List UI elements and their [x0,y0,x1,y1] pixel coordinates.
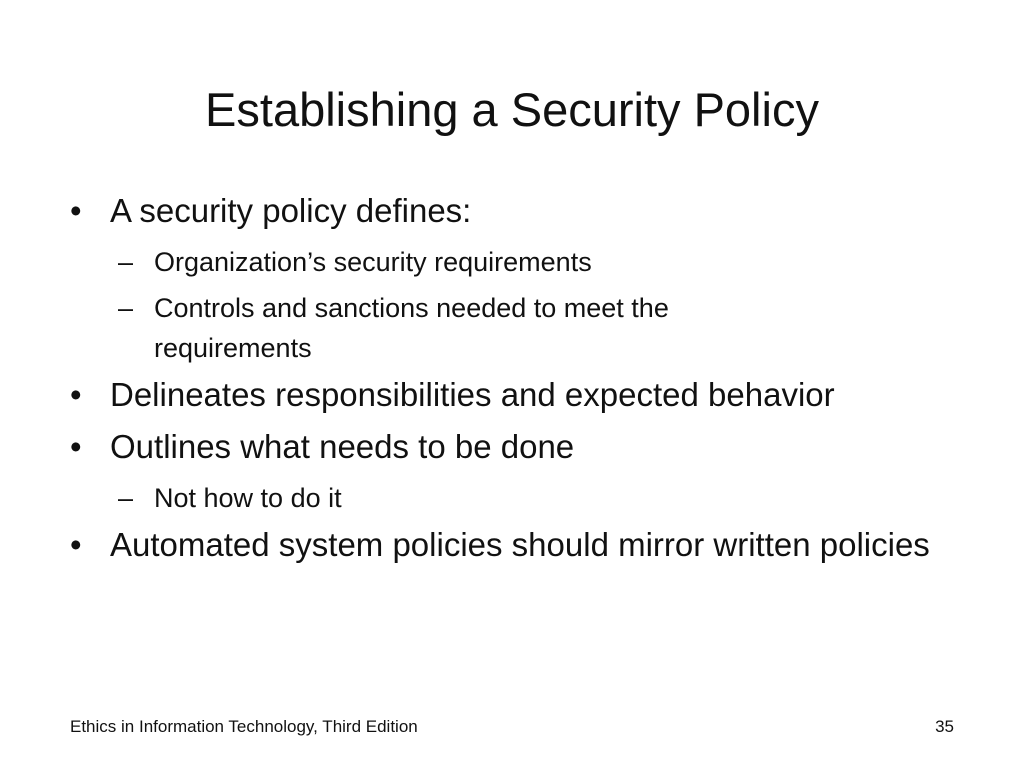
bullet-text: Outlines what needs to be done [110,428,575,465]
bullet-marker: • [70,376,82,413]
footer-text: Ethics in Information Technology, Third Edition [70,717,418,736]
page-number: 35 [935,717,954,736]
bullet-item [70,524,970,566]
sub-bullet-text: Not how to do it [154,483,342,513]
sub-bullet-item [70,242,970,282]
bullet-marker: • [70,526,82,563]
bullet-text: Automated system policies should mirror written policies [110,526,930,563]
bullet-item [70,374,970,416]
sub-bullet-text: Organization’s security requirements [154,247,592,277]
sub-bullet-marker: – [118,293,134,323]
bullet-text: Delineates responsibilities and expected behavior [110,376,835,413]
sub-bullet-text: Controls and sanctions needed to meet the requirements [154,293,669,363]
sub-bullet-marker: – [118,247,134,277]
slide-title: Establishing a Security Policy [205,83,819,136]
sub-bullet-item [70,288,970,368]
bullet-item [70,190,970,232]
bullet-text: A security policy defines: [110,192,472,229]
bullet-list [70,190,970,576]
bullet-item [70,426,970,468]
bullet-marker: • [70,192,82,229]
bullet-marker: • [70,428,82,465]
sub-bullet-marker: – [118,483,134,513]
sub-bullet-item [70,478,970,518]
